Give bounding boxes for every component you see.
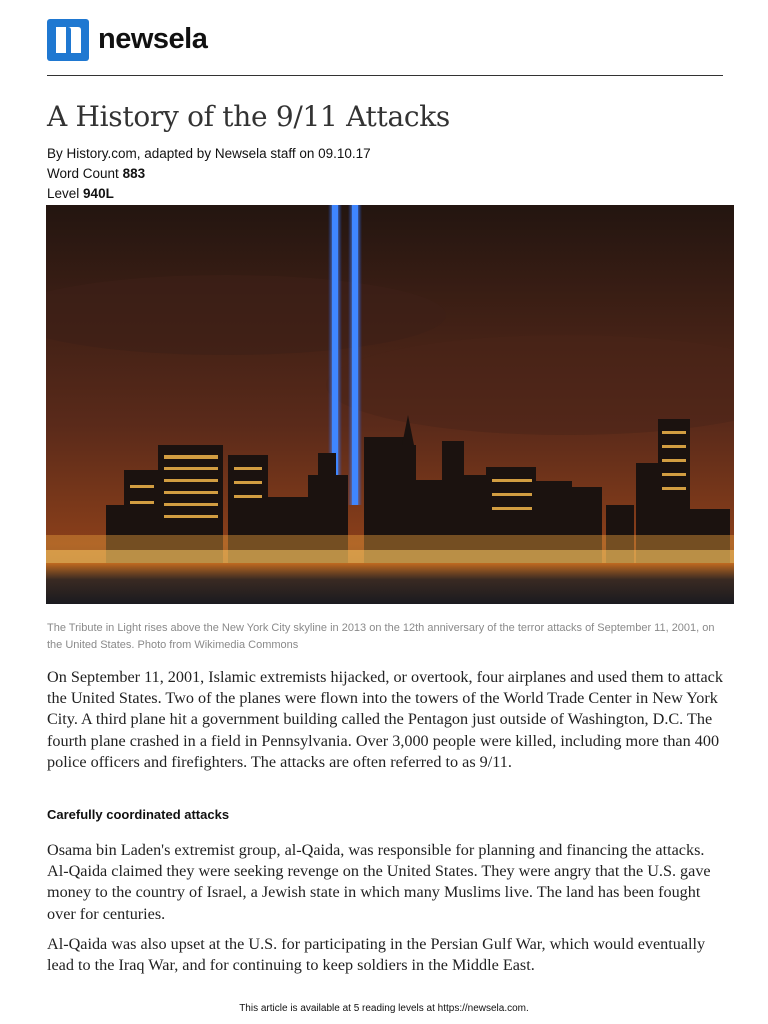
body-paragraph-3: Al-Qaida was also upset at the U.S. for participating in the Persian Gulf War, which would eventually lead to the Iraq War, and for continuing to keep soldiers in the Middle East. [47, 935, 706, 975]
byline: By History.com, adapted by Newsela staff on 09.10.17 [47, 146, 371, 161]
body-paragraph-1: On September 11, 2001, Islamic extremists hijacked, or overtook, four airplanes and used them to attack the United States. Two of the planes were flown into the towers of the World Trade Center in New York City. A third plane hit a government building called the Pentagon just outside of Washington, D.C. The fourth plane crashed in a field in Pennsylvania. Over 3,000 people were killed, including more than 400 police officers and firefighters. The attacks are often referred to as 9/11. [47, 668, 723, 771]
page-header [47, 19, 723, 76]
skyline-photo [46, 205, 734, 604]
newsela-logo-text[interactable]: newsela [98, 23, 208, 55]
newsela-logo-icon[interactable] [47, 19, 89, 61]
article-photo [46, 205, 734, 604]
word-count [47, 166, 145, 181]
level-value: 940L [83, 186, 114, 201]
article-title: A History of the 9/11 Attacks [47, 100, 450, 133]
section-heading: Carefully coordinated attacks [47, 807, 230, 822]
level-label: Level [47, 186, 80, 201]
page-footer: This article is available at 5 reading levels at https://newsela.com. [239, 1003, 529, 1014]
photo-caption: The Tribute in Light rises above the New York City skyline in 2013 on the 12th anniversary of the terror attacks of September 11, 2001, on the United States. Photo from Wikimedia Commons [47, 622, 715, 651]
word-count-label: Word Count [47, 166, 119, 181]
body-paragraph-2: Osama bin Laden's extremist group, al-Qaida, was responsible for planning and financing the attacks. Al-Qaida claimed they were seeking revenge on the United States. They were angry that the U.S. gave money to the country of Israel, a Jewish state in which many Muslims live. The land has been fought over for centuries. [47, 841, 711, 923]
reading-level [47, 186, 114, 201]
word-count-value: 883 [122, 166, 146, 181]
